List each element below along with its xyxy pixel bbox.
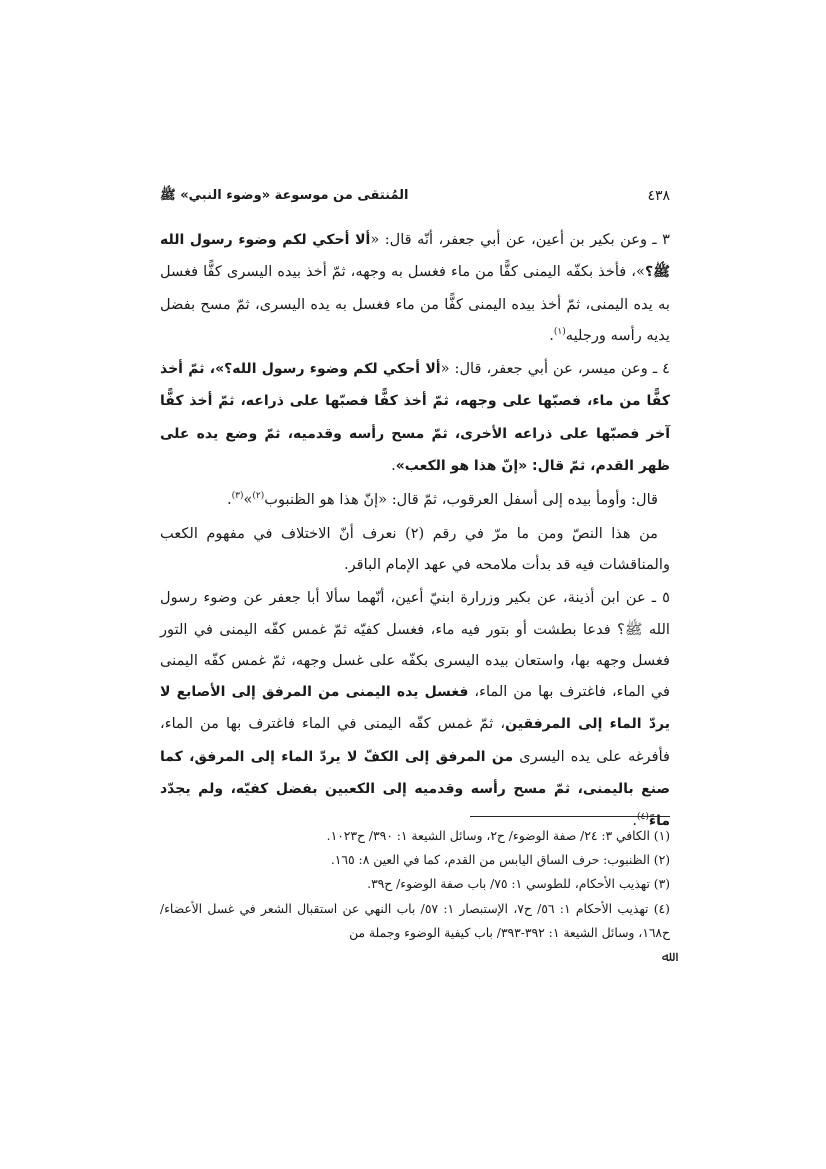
paragraph-p3	[160, 224, 670, 351]
paragraph-p5	[160, 582, 670, 837]
footnote-3: (٣) تهذيب الأحكام، للطوسي ١: ٧٥/ باب صفة الوضوء/ ح٣٩.	[367, 877, 670, 892]
text-segment: ٥ ـ عن ابن أذينة، عن بكير وزرارة ابنيّ أعين، أنّهما سألا أبا جعفر عن وضوء رسول الله ﷺ؟ فدعا بطشت أو بتور فيه ماء، فغسل كفيّه ثمّ غمس كفّه اليمنى في التور فغسل وجهه بها، واستعان بيده اليسرى بكفّه على غسل وجهه، ثمّ غمس كفّه اليمنى في الماء، فاغترف بها من الماء،	[160, 589, 670, 701]
footnote-ref: (٤)	[637, 812, 649, 823]
text-segment: .	[549, 326, 554, 344]
footnote-separator	[470, 816, 670, 817]
paragraph-p4c	[160, 518, 670, 581]
footnote-2: (٢) الظنبوب: حرف الساق اليابس من القدم، كما في العين ٨: ١٦٥.	[330, 853, 670, 868]
footnote-ref: (٢)	[252, 491, 265, 502]
page-header	[160, 184, 670, 208]
text-segment: »	[243, 491, 253, 509]
continuation-mark: ﷲ	[661, 949, 670, 966]
text-segment: .	[391, 457, 396, 475]
text-segment: ٤ ـ وعن ميسر، عن أبي جعفر، قال: «	[440, 360, 670, 378]
text-segment: »، فأخذ بكفّه اليمنى كفًّا من ماء فغسل به وجهه، ثمّ أخذ بيده اليسرى كفًّا فغسل به يده اليمنى، ثمّ أخذ بيده اليمنى كفًّا من ماء فغسل به يده اليسرى، ثمّ مسح بفضل يديه رأسه ورجليه	[160, 263, 670, 344]
bold-text: من المرفق إلى الكفّ لا يردّ الماء إلى المرفق، كما صنع باليمنى، ثمّ مسح رأسه وقدميه إلى الكعبين بفضل كفيّه، ولم يجدّد ماءً	[160, 748, 670, 830]
text-segment: ٣ ـ وعن بكير بن أعين، عن أبي جعفر، أنّه قال: «	[370, 231, 670, 248]
bold-text: ألا أحكي لكم وضوء رسول الله ﷺ؟	[160, 232, 670, 281]
running-title: المُنتقى من موسوعة «وضوء النبي» ﷺ	[160, 187, 409, 203]
footnotes	[160, 824, 670, 969]
text-segment: .	[226, 491, 232, 509]
footnote-ref: (١)	[553, 327, 566, 338]
text-segment: .	[632, 812, 638, 830]
body-text	[160, 224, 670, 840]
footnote-1: (١) الكافي ٣: ٢٤/ صفة الوضوء/ ح٢، وسائل الشيعة ١: ٣٩٠/ ح١٠٢٣.	[326, 829, 670, 843]
text-segment: قال: وأومأ بيده إلى أسفل العرقوب، ثمّ قال: «إنّ هذا هو الظنبوب	[264, 491, 658, 509]
footnote-ref: (٣)	[231, 491, 244, 502]
bold-text: فغسل يده اليمنى من المرفق إلى الأصابع لا يردّ الماء إلى المرفقين	[160, 684, 670, 733]
bold-text: ألا أحكي لكم وضوء رسول الله؟»، ثمّ أخذ كفًّا من ماء، فصبّها على وجهه، ثمّ أخذ كفًّا فصبّها على ذراعه، ثمّ أخذ كفًّا آخر فصبّها على ذراعه الأخرى، ثمّ مسح رأسه وقدميه، ثمّ وضع يده على ظهر القدم، ثمّ قال: «إنّ هذا هو الكعب»	[160, 361, 670, 475]
footnote-4: (٤) تهذيب الأحكام ١: ٥٦/ ح٧، الإستبصار ١: ٥٧/ باب النهي عن استقبال الشعر في غسل الأعضاء/ ح١٦٨، وسائل الشيعة ١: ٣٩٢-٣٩٣/ باب كيفية الوضوء وجملة من	[160, 901, 670, 940]
paragraph-p4	[160, 353, 670, 482]
page-number: ٤٣٨	[647, 188, 670, 204]
text-segment: من هذا النصّ ومن ما مرّ في رقم (٢) نعرف أنّ الاختلاف في مفهوم الكعب والمناقشات فيه قد بدأت ملامحه في عهد الإمام الباقر.	[160, 524, 670, 573]
text-segment: ، ثمّ غمس كفّه اليمنى في الماء فاغترف بها من الماء، فأفرغه على يده اليسرى	[160, 715, 670, 765]
paragraph-p4b	[160, 484, 670, 515]
